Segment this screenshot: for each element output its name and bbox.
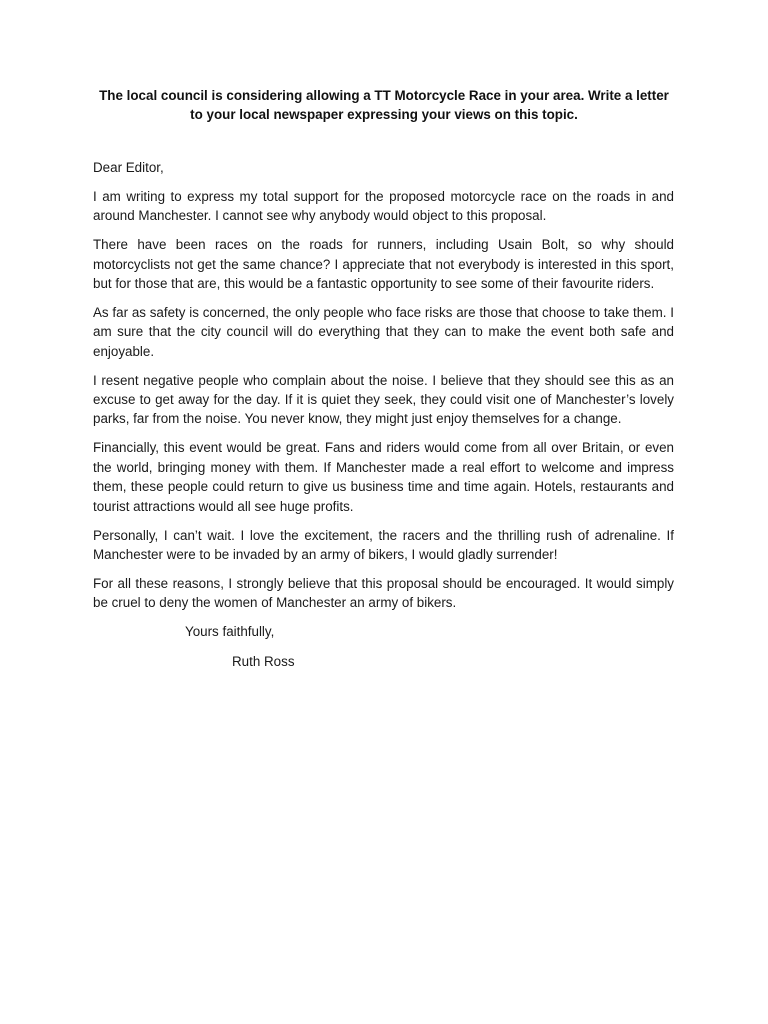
signature: Ruth Ross	[232, 653, 295, 669]
paragraph-support: I am writing to express my total support for the proposed motorcycle race on the roads in and around Manchester. I cannot see why anybody would object to this proposal.	[93, 188, 674, 224]
paragraph-conclusion: For all these reasons, I strongly believe that this proposal should be encouraged. It would simply be cruel to deny the women of Manchester an army of bikers.	[93, 575, 674, 611]
letter-prompt-title	[93, 87, 675, 124]
paragraph-runners: There have been races on the roads for runners, including Usain Bolt, so why should motorcyclists not get the same chance? I appreciate that not everybody is interested in this sport, but for those that are, this would be a fantastic opportunity to see some of their favourite riders.	[93, 237, 674, 292]
salutation: Dear Editor,	[93, 160, 164, 175]
closing: Yours faithfully,	[185, 624, 275, 640]
paragraph-personal: Personally, I can’t wait. I love the excitement, the racers and the thrilling rush of adrenaline. If Manchester were to be invaded by an army of bikers, I would gladly surrender!	[93, 527, 674, 562]
paragraph-noise: I resent negative people who complain about the noise. I believe that they should see this as an excuse to get away for the day. If it is quiet they seek, they could visit one of Manchester’s lovely parks, far from the noise. You never know, they might just enjoy themselves for a change.	[93, 372, 674, 427]
letter-body	[93, 158, 674, 671]
paragraph-safety: As far as safety is concerned, the only people who face risks are those that choose to take them. I am sure that the city council will do everything that they can to make the event both safe and enjoyable.	[93, 304, 674, 359]
title-line-1: The local council is considering allowing a TT Motorcycle Race in your area. Write a letter	[99, 88, 669, 103]
title-line-2: to your local newspaper expressing your views on this topic.	[190, 106, 578, 122]
paragraph-financial: Financially, this event would be great. Fans and riders would come from all over Britain, or even the world, bringing money with them. If Manchester made a real effort to welcome and impress them, these people could return to give us business time and time again. Hotels, restaurants and tourist attractions would all see huge profits.	[93, 440, 674, 514]
